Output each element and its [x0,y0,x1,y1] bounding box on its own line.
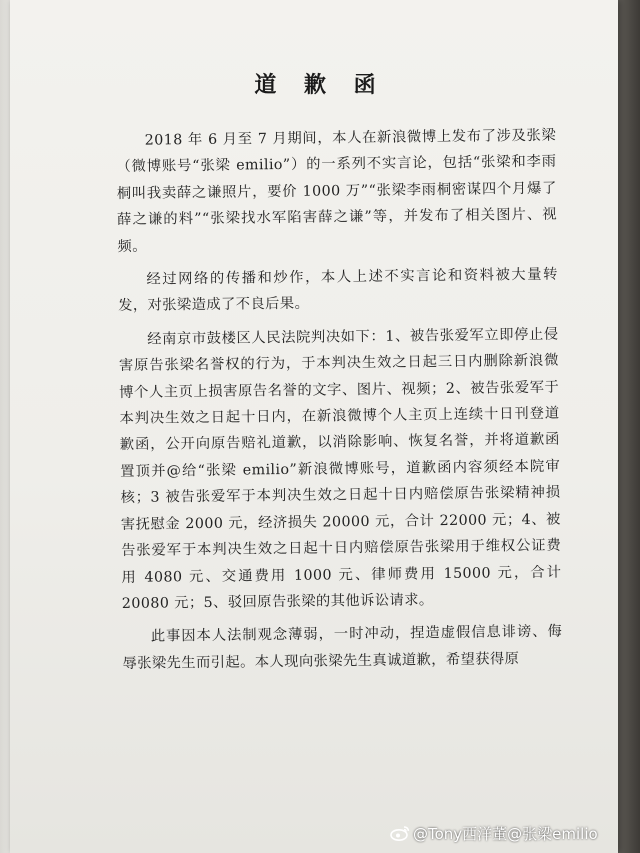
document-title: 道 歉 函 [254,72,386,98]
document-body [116,123,563,684]
weibo-watermark [390,823,598,844]
weibo-logo-icon [390,825,410,841]
paragraph-3: 经南京市鼓楼区人民法院判决如下：1、被告张爱军立即停止侵害原告张梁名誉权的行为，于本判决生效之日起三日内删除新浪微博个人主页上损害原告名誉的文字、图片、视频；2、被告张爱军于本判决生效之日起十日内，在新浪微博个人主页上连续十日刊登道歉函，公开向原告赔礼道歉，以消除影响、恢复名誉，并将道歉函置顶并@给“张梁 emilio”新浪微博账号，道歉函内容须经本院审核；3 被告张爱军于本判决生效之日起十日内赔偿原告张梁精神损害抚慰金 2000 元，经济损失 20000 元，合计 22000 元；4、被告张爱军于本判决生效之日起十日内赔偿原告张梁用于维权公证费用 4080 元、交通费用 1000 元、律师费用 15000 元，合计 20080 元；5、驳回原告张梁的其他诉讼请求。 [118,326,562,612]
paragraph-1: 2018 年 6 月至 7 月期间，本人在新浪微博上发布了涉及张梁（微博账号“张梁 emilio”）的一系列不实言论，包括“张梁和李雨桐叫我卖薛之谦照片，要价 1000 万”“张梁李雨桐密谋四个月爆了薛之谦的料”“张梁找水军陷害薛之谦”等，并发布了相关图片、视频。 [116,127,558,255]
paragraph-2: 经过网络的传播和炒作，本人上述不实言论和资料被大量转发，对张梁造成了不良后果。 [118,266,558,315]
watermark-text: @Tony西洋董@张梁emilio [413,825,598,843]
paragraph-4: 此事因本人法制观念薄弱，一时冲动，捏造虚假信息诽谤、侮辱张梁先生而引起。本人现向张梁先生真诚道歉，希望获得原 [122,623,563,672]
